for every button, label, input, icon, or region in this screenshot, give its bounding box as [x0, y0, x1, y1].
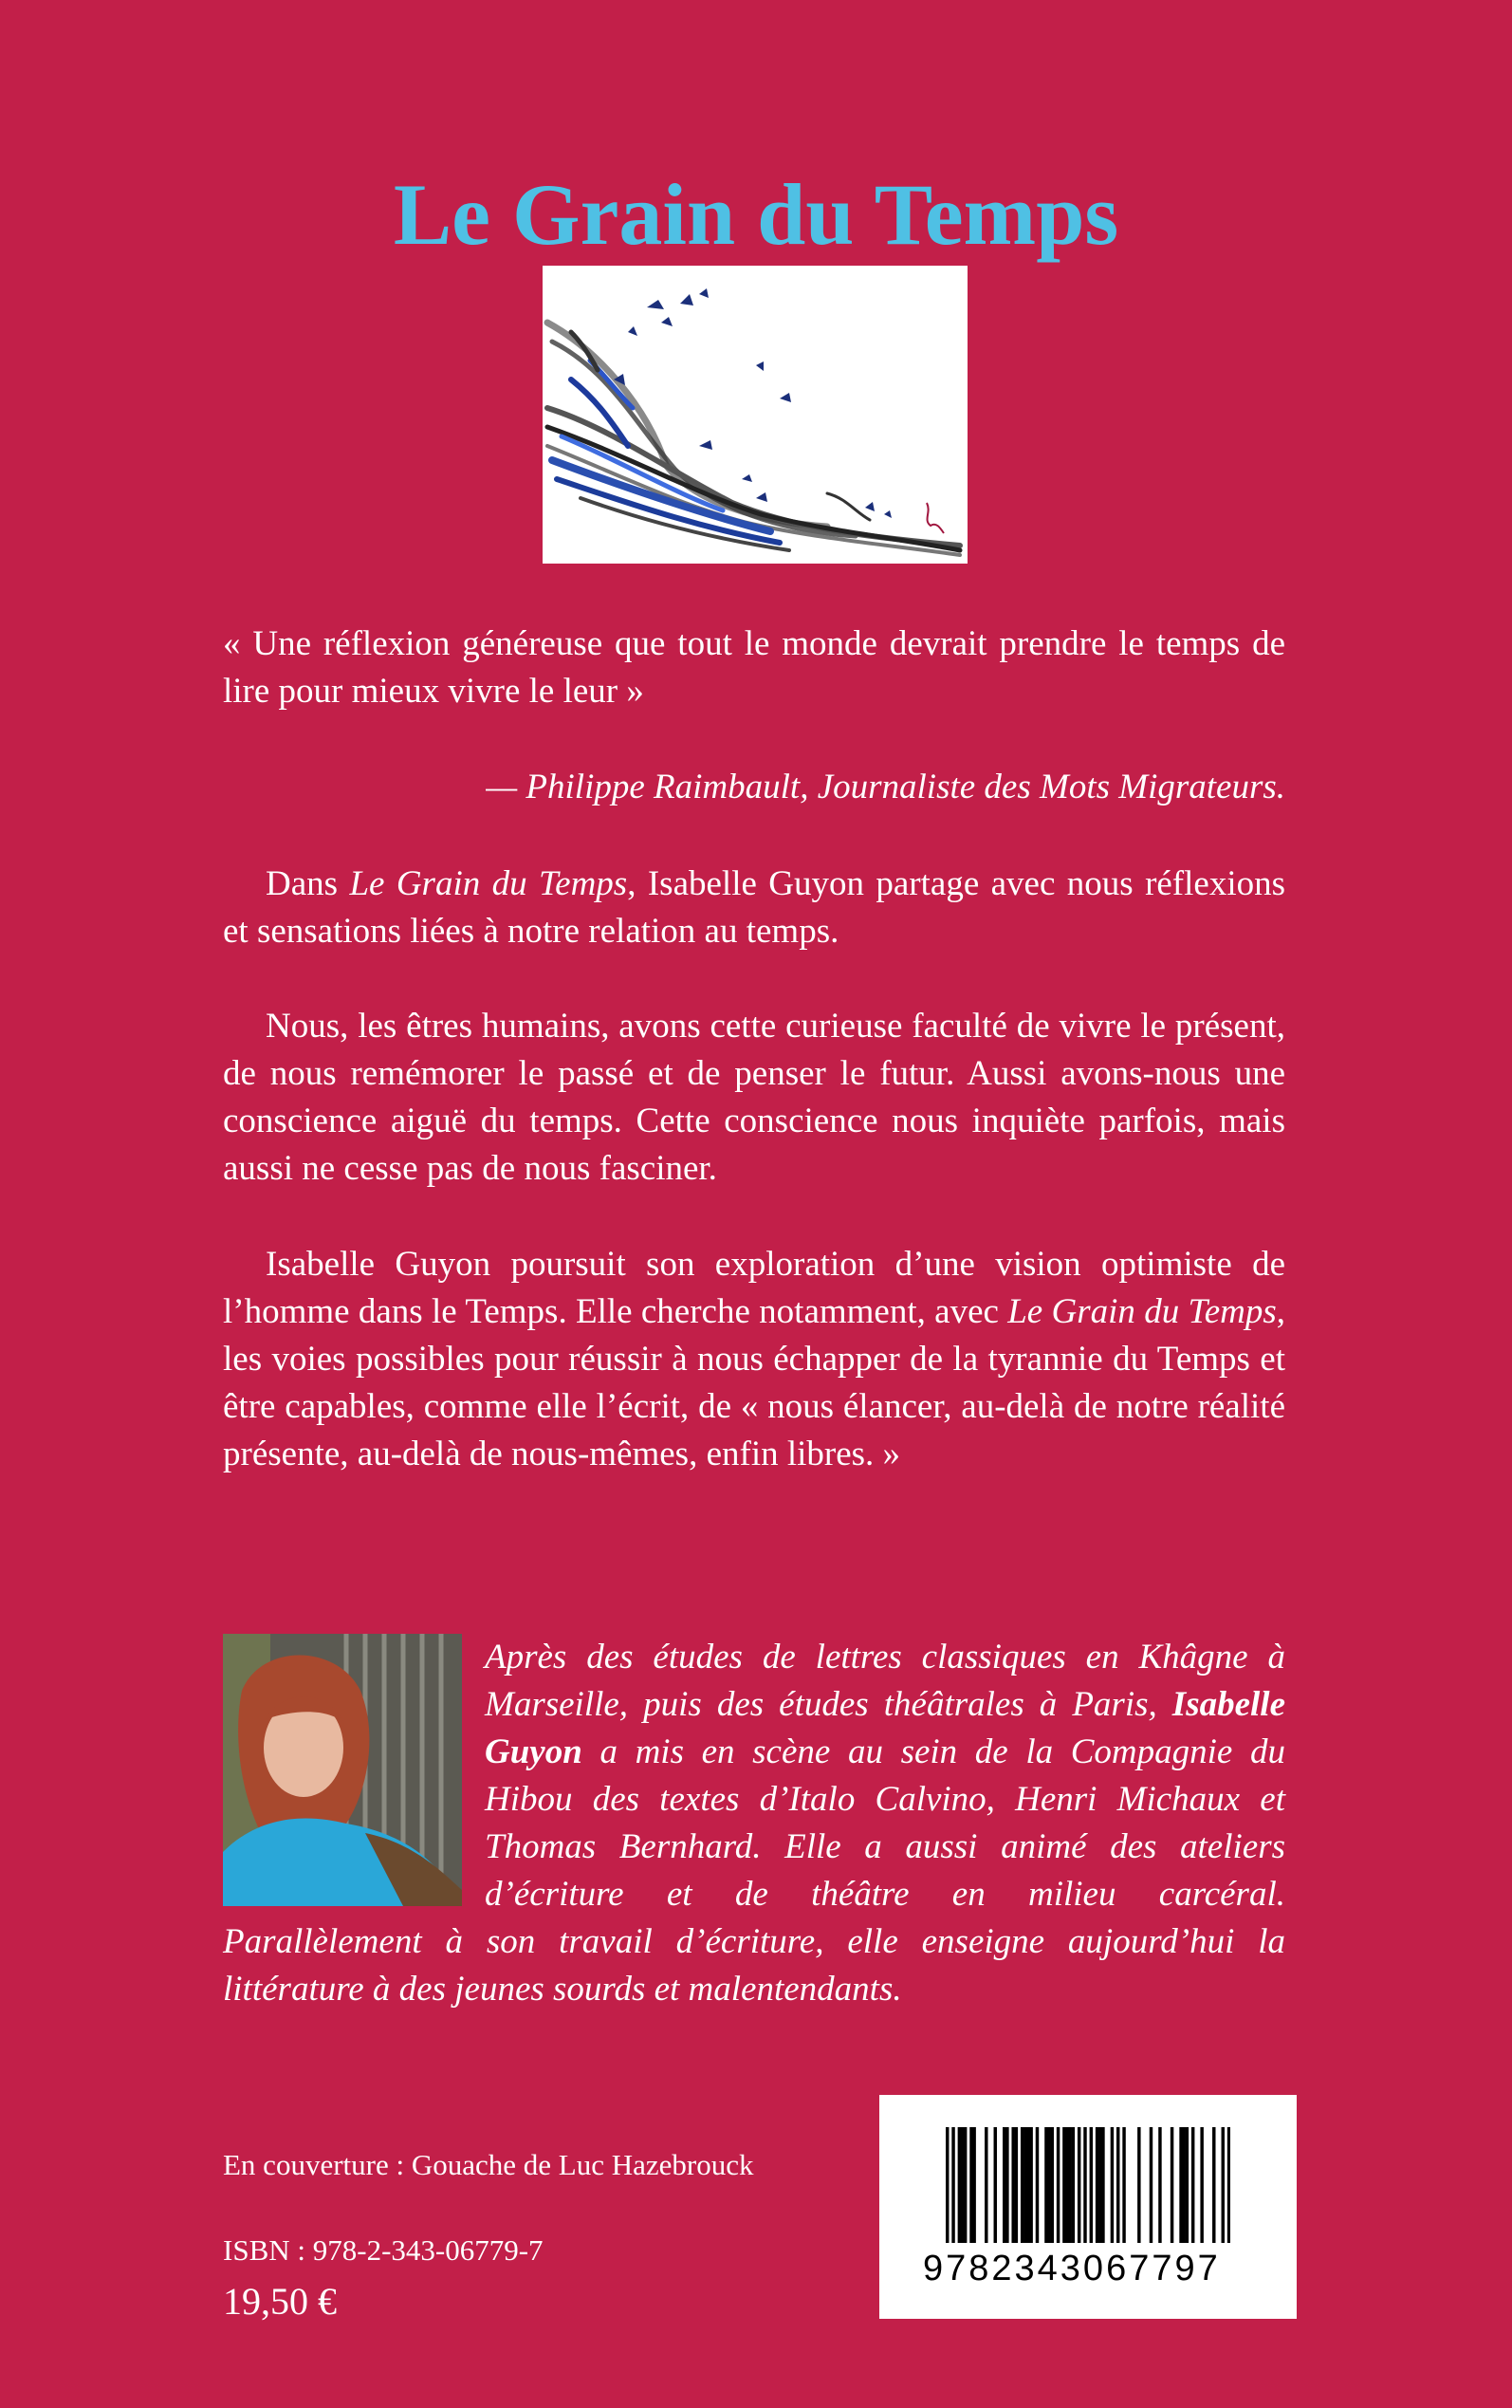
barcode-bar — [1098, 2127, 1101, 2243]
barcode-bar — [1191, 2127, 1194, 2243]
barcode-bar — [1222, 2127, 1225, 2243]
barcode-bar — [1111, 2127, 1114, 2243]
quote-attribution: — Philippe Raimbault, Journaliste des Mots Migrateurs. — [486, 768, 1285, 806]
barcode-bar — [1182, 2127, 1185, 2243]
book-title-inline: Le Grain du Temps — [349, 864, 628, 903]
barcode-bar — [1021, 2127, 1023, 2243]
barcode-bar — [1057, 2127, 1060, 2243]
barcode-bar — [1078, 2127, 1080, 2243]
barcode-bar — [1096, 2127, 1098, 2243]
barcode-bar — [1227, 2127, 1230, 2243]
barcode-bar — [1005, 2127, 1008, 2243]
barcode-bar — [1122, 2127, 1125, 2243]
barcode-bar — [1083, 2127, 1086, 2243]
author-name: Isabelle Guyon — [485, 1685, 1285, 1771]
barcode-bar — [1029, 2127, 1032, 2243]
barcode-bar — [1011, 2127, 1014, 2243]
book-title-inline: Le Grain du Temps — [1007, 1292, 1277, 1331]
barcode-bar — [1101, 2127, 1104, 2243]
barcode-bars — [946, 2127, 1230, 2243]
barcode-bar — [1179, 2127, 1182, 2243]
barcode-bar — [1212, 2127, 1215, 2243]
barcode — [879, 2095, 1297, 2319]
review-quote: « Une réflexion généreuse que tout le monde devrait prendre le temps de lire pour mieux vivre le leur » — [223, 624, 1285, 711]
description-paragraph-1: Dans Le Grain du Temps, Isabelle Guyon partage avec nous réflexions et sensations liées à notre relation au temps. — [223, 864, 1286, 951]
barcode-bar — [1062, 2127, 1065, 2243]
barcode-bar — [1023, 2127, 1026, 2243]
barcode-bar — [1036, 2127, 1039, 2243]
barcode-bar — [969, 2127, 972, 2243]
book-title: Le Grain du Temps — [393, 165, 1119, 263]
isbn: ISBN : 978-2-343-06779-7 — [223, 2233, 544, 2267]
barcode-bar — [951, 2127, 954, 2243]
barcode-bar — [994, 2127, 997, 2243]
author-biography: Après des études de lettres classiques en Khâgne à Marseille, puis des études théâtrales à Paris, Isabelle Guyon a mis en scène au sein de la Compagnie du Hibou des textes d’Italo Calvino, Henri Michaux et Thomas Bernhard. Elle a aussi animé des ateliers d’écriture et de théâtre en milieu carcéral. Parallèlement à son travail d’écriture, elle enseigne aujourd’hui la littérature à des jeunes sourds et malentendants. — [223, 1638, 1285, 2009]
price: 19,50 € — [223, 2280, 337, 2323]
barcode-bar — [1044, 2127, 1047, 2243]
barcode-bar — [1047, 2127, 1050, 2243]
barcode-number: 9782343067797 — [923, 2249, 1221, 2288]
barcode-bar — [1072, 2127, 1075, 2243]
barcode-bar — [1158, 2127, 1161, 2243]
barcode-bar — [946, 2127, 949, 2243]
barcode-bar — [1116, 2127, 1119, 2243]
barcode-bar — [1090, 2127, 1093, 2243]
barcode-bar — [1051, 2127, 1054, 2243]
barcode-bar — [1137, 2127, 1140, 2243]
barcode-bar — [1065, 2127, 1068, 2243]
cover-credit: En couverture : Gouache de Luc Hazebrouck — [223, 2148, 754, 2181]
barcode-bar — [1150, 2127, 1152, 2243]
barcode-bar — [961, 2127, 964, 2243]
barcode-bar — [1015, 2127, 1018, 2243]
barcode-bar — [1186, 2127, 1189, 2243]
barcode-bar — [1068, 2127, 1071, 2243]
barcode-bar — [985, 2127, 987, 2243]
barcode-bar — [1200, 2127, 1203, 2243]
barcode-bar — [1171, 2127, 1173, 2243]
barcode-bar — [1003, 2127, 1005, 2243]
cover-illustration — [543, 266, 968, 564]
barcode-bar — [958, 2127, 961, 2243]
barcode-bar — [964, 2127, 967, 2243]
description-paragraph-3: Isabelle Guyon poursuit son exploration d’une vision optimiste de l’homme dans le Temps. Elle cherche notamment, avec Le Grain du Temps, les voies possibles pour réussir à nous échapper de la tyrannie du Temps et être capables, comme elle l’écrit, de « nous élancer, au-delà de notre réalité présente, au-delà de nous-mêmes, enfin libres. » — [223, 1245, 1285, 1473]
barcode-bar — [972, 2127, 975, 2243]
barcode-bar — [1026, 2127, 1029, 2243]
description-paragraph-2: Nous, les êtres humains, avons cette curieuse faculté de vivre le présent, de nous remémorer le passé et de penser le futur. Aussi avons-nous une conscience aiguë du temps. Cette conscience nous inquiète parfois, mais aussi ne cesse pas de nous fasciner. — [223, 1007, 1285, 1188]
